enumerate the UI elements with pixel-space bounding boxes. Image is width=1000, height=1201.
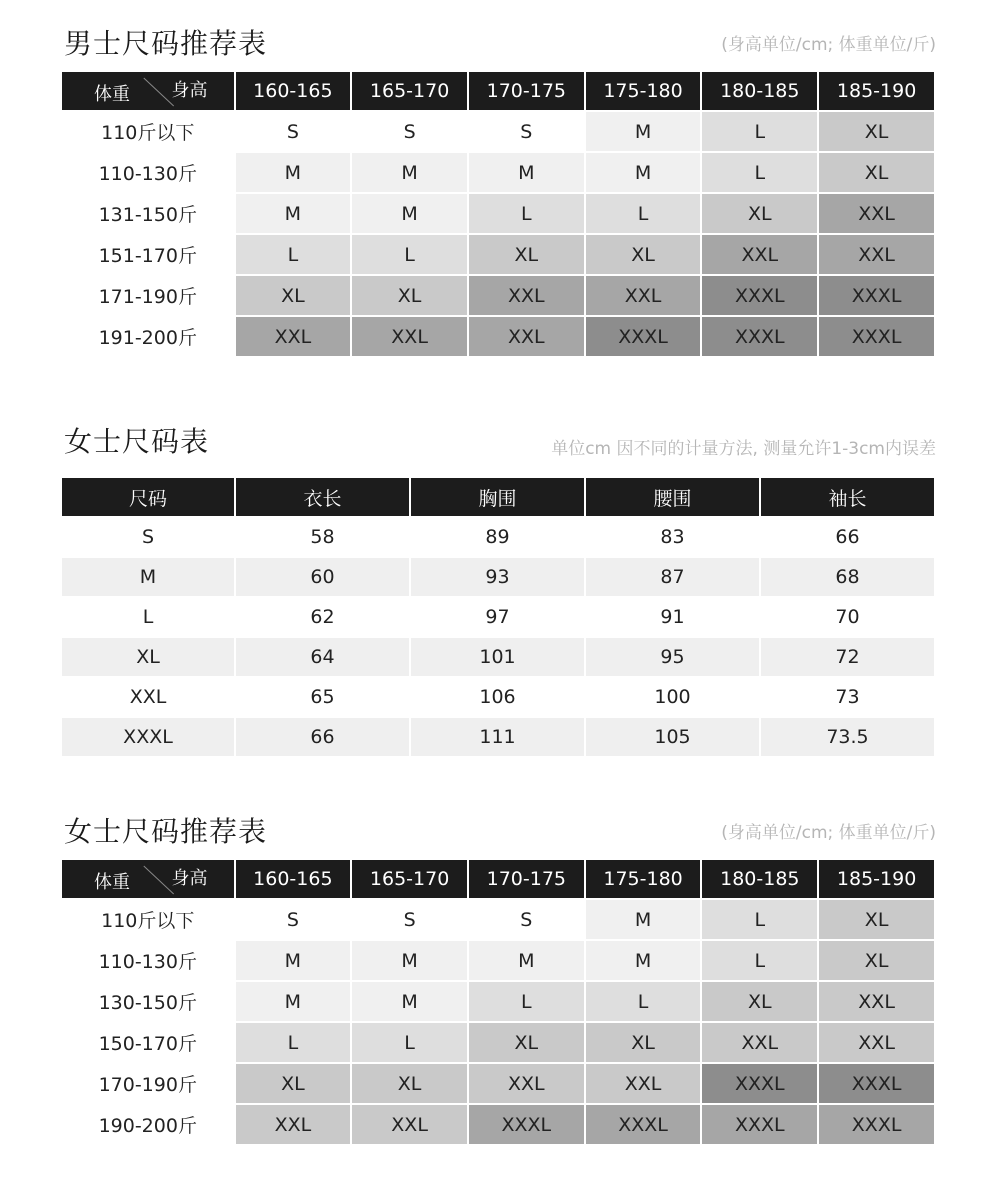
size-cell: XXL — [586, 1064, 701, 1103]
table-row — [62, 982, 934, 1021]
size-cell: XL — [819, 112, 934, 151]
size-cell: XL — [469, 235, 584, 274]
size-cell: XXL — [352, 317, 467, 356]
size-cell: M — [586, 153, 701, 192]
size-cell: XXL — [819, 982, 934, 1021]
size-cell: XXXL — [469, 1105, 584, 1144]
measurement-cell: 111 — [411, 718, 584, 756]
size-cell: XL — [352, 276, 467, 315]
weight-label: 131-150斤 — [62, 194, 234, 233]
womens-chart-unit-note: 单位cm 因不同的计量方法, 测量允许1-3cm内误差 — [551, 439, 936, 459]
table-row — [62, 900, 934, 939]
corner-weight-label: 体重 — [94, 872, 130, 893]
size-cell: XXXL — [586, 317, 701, 356]
weight-label: 110斤以下 — [62, 112, 234, 151]
height-header: 180-185 — [702, 860, 817, 898]
measurement-cell: 105 — [586, 718, 759, 756]
size-cell: XXXL — [702, 317, 817, 356]
size-cell: L — [469, 194, 584, 233]
size-cell: M — [236, 153, 351, 192]
size-cell: XL — [819, 941, 934, 980]
size-label: S — [141, 526, 155, 548]
table-row — [62, 941, 934, 980]
size-cell: XXL — [819, 235, 934, 274]
measurement-cell: 87 — [586, 558, 759, 596]
weight-label: 170-190斤 — [62, 1064, 234, 1103]
size-cell: XL — [586, 235, 701, 274]
weight-label: 150-170斤 — [62, 1023, 234, 1062]
table-row — [62, 112, 934, 151]
column-header: 衣长 — [236, 478, 409, 516]
measurement-cell: 62 — [310, 606, 335, 628]
size-cell: XL — [352, 1064, 467, 1103]
size-cell: XXXL — [702, 276, 817, 315]
womens-rec-table — [60, 858, 936, 1146]
size-cell: XL — [236, 1064, 351, 1103]
column-header: 胸围 — [411, 478, 584, 516]
size-cell: S — [236, 900, 351, 939]
size-cell: XL — [819, 900, 934, 939]
size-cell: XL — [586, 1023, 701, 1062]
size-cell: XXL — [469, 276, 584, 315]
height-header: 175-180 — [586, 860, 701, 898]
womens-size-chart-section — [62, 420, 936, 758]
size-cell: L — [352, 1023, 467, 1062]
table-row — [62, 153, 934, 192]
weight-label: 110-130斤 — [62, 153, 234, 192]
weight-label: 191-200斤 — [62, 317, 234, 356]
size-cell: XXXL — [819, 1105, 934, 1144]
height-header: 175-180 — [586, 72, 701, 110]
height-header: 165-170 — [352, 860, 467, 898]
measurement-cell: 93 — [411, 558, 584, 596]
table-row — [62, 558, 934, 596]
size-cell: XXXL — [702, 1105, 817, 1144]
size-cell: M — [469, 153, 584, 192]
weight-height-corner-cell — [62, 72, 234, 110]
height-header: 180-185 — [702, 72, 817, 110]
measurement-cell: 72 — [761, 638, 934, 676]
table-row — [62, 598, 934, 636]
measurement-cell: 64 — [236, 638, 409, 676]
measurement-cell: 106 — [479, 686, 516, 708]
corner-height-label: 身高 — [171, 80, 208, 101]
size-cell: XL — [702, 982, 817, 1021]
measurement-cell: 65 — [310, 686, 335, 708]
measurement-cell: 89 — [485, 526, 510, 548]
size-cell: S — [469, 112, 584, 151]
measurement-cell: 83 — [660, 526, 685, 548]
table-row — [62, 1064, 934, 1103]
weight-label: 110斤以下 — [62, 900, 234, 939]
womens-rec-unit-note: (身高单位/cm; 体重单位/斤) — [721, 823, 936, 843]
mens-size-recommendation-section — [62, 22, 936, 358]
mens-rec-header-row — [62, 72, 934, 110]
weight-label: 171-190斤 — [62, 276, 234, 315]
size-cell: L — [236, 1023, 351, 1062]
diagonal-divider-icon — [62, 860, 234, 898]
table-row — [62, 194, 934, 233]
table-row — [62, 718, 934, 756]
measurement-cell: 58 — [310, 526, 335, 548]
size-cell: S — [352, 112, 467, 151]
size-cell: M — [586, 941, 701, 980]
size-cell: L — [352, 235, 467, 274]
measurement-cell: 60 — [236, 558, 409, 596]
size-cell: XXL — [819, 194, 934, 233]
size-cell: XXL — [236, 1105, 351, 1144]
size-cell: M — [352, 941, 467, 980]
womens-chart-title: 女士尺码表 — [64, 425, 210, 458]
table-row — [62, 1023, 934, 1062]
measurement-cell: 101 — [411, 638, 584, 676]
size-cell: XXL — [702, 1023, 817, 1062]
size-cell: M — [352, 153, 467, 192]
table-row — [62, 638, 934, 676]
mens-rec-title-row — [62, 22, 936, 70]
womens-rec-header-row — [62, 860, 934, 898]
height-header: 160-165 — [236, 860, 351, 898]
size-cell: XXXL — [819, 1064, 934, 1103]
measurement-cell: 95 — [586, 638, 759, 676]
column-header: 腰围 — [586, 478, 759, 516]
size-label: XXXL — [62, 718, 234, 756]
table-row — [62, 276, 934, 315]
womens-size-recommendation-section — [62, 810, 936, 1146]
table-row — [62, 317, 934, 356]
size-cell: L — [236, 235, 351, 274]
measurement-cell: 66 — [835, 526, 860, 548]
womens-rec-title-row — [62, 810, 936, 858]
size-cell: XXL — [819, 1023, 934, 1062]
size-cell: M — [236, 982, 351, 1021]
size-cell: L — [702, 900, 817, 939]
corner-height-label: 身高 — [171, 868, 208, 889]
measurement-cell: 73.5 — [761, 718, 934, 756]
measurement-cell: 66 — [236, 718, 409, 756]
size-cell: M — [352, 982, 467, 1021]
size-cell: M — [586, 900, 701, 939]
size-cell: L — [702, 941, 817, 980]
measurement-cell: 97 — [485, 606, 510, 628]
measurement-cell: 70 — [835, 606, 860, 628]
size-cell: M — [352, 194, 467, 233]
height-header: 165-170 — [352, 72, 467, 110]
size-cell: L — [586, 194, 701, 233]
size-cell: L — [586, 982, 701, 1021]
size-cell: XXXL — [702, 1064, 817, 1103]
diagonal-divider-icon — [62, 72, 234, 110]
size-cell: XXXL — [819, 317, 934, 356]
measurement-header-row — [62, 478, 934, 516]
size-cell: XXL — [469, 317, 584, 356]
size-cell: M — [586, 112, 701, 151]
measurement-cell: 91 — [660, 606, 685, 628]
weight-label: 190-200斤 — [62, 1105, 234, 1144]
size-cell: XL — [819, 153, 934, 192]
mens-rec-table — [60, 70, 936, 358]
measurement-cell: 73 — [835, 686, 860, 708]
size-cell: S — [469, 900, 584, 939]
size-cell: S — [236, 112, 351, 151]
weight-label: 130-150斤 — [62, 982, 234, 1021]
table-row — [62, 235, 934, 274]
mens-rec-title: 男士尺码推荐表 — [64, 27, 268, 60]
table-row — [62, 1105, 934, 1144]
height-header: 170-175 — [469, 72, 584, 110]
size-cell: M — [236, 941, 351, 980]
height-header: 185-190 — [819, 860, 934, 898]
size-label: XXL — [129, 686, 167, 708]
womens-measurement-table — [60, 476, 936, 758]
size-label: XL — [62, 638, 234, 676]
size-cell: L — [702, 153, 817, 192]
column-header: 袖长 — [761, 478, 934, 516]
corner-weight-label: 体重 — [94, 84, 130, 105]
size-cell: XXXL — [586, 1105, 701, 1144]
size-cell: XL — [469, 1023, 584, 1062]
size-label: M — [62, 558, 234, 596]
size-cell: XXXL — [819, 276, 934, 315]
size-cell: L — [469, 982, 584, 1021]
height-header: 170-175 — [469, 860, 584, 898]
measurement-cell: 68 — [761, 558, 934, 596]
mens-rec-unit-note: (身高单位/cm; 体重单位/斤) — [721, 35, 936, 55]
weight-label: 110-130斤 — [62, 941, 234, 980]
measurement-cell: 100 — [654, 686, 691, 708]
height-header: 160-165 — [236, 72, 351, 110]
size-cell: M — [236, 194, 351, 233]
weight-height-corner-cell — [62, 860, 234, 898]
size-cell: XXL — [586, 276, 701, 315]
table-row — [62, 518, 934, 556]
size-cell: M — [469, 941, 584, 980]
size-cell: XXL — [469, 1064, 584, 1103]
table-row — [62, 678, 934, 716]
size-cell: L — [702, 112, 817, 151]
weight-label: 151-170斤 — [62, 235, 234, 274]
size-cell: XXL — [352, 1105, 467, 1144]
womens-chart-title-row — [62, 420, 936, 476]
size-cell: XXL — [702, 235, 817, 274]
size-cell: XL — [236, 276, 351, 315]
size-cell: S — [352, 900, 467, 939]
size-cell: XXL — [236, 317, 351, 356]
womens-rec-title: 女士尺码推荐表 — [64, 815, 268, 848]
size-cell: XL — [702, 194, 817, 233]
size-label: L — [142, 606, 154, 628]
height-header: 185-190 — [819, 72, 934, 110]
column-header: 尺码 — [62, 478, 234, 516]
